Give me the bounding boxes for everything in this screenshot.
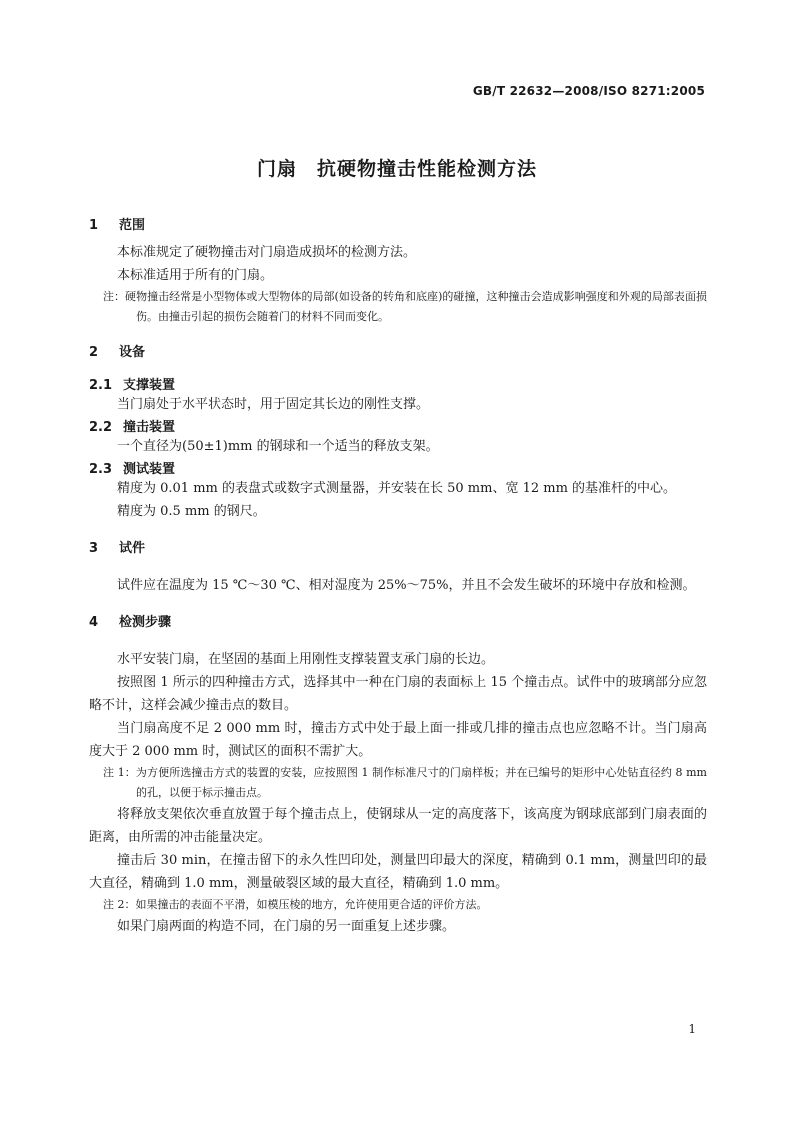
page-number: 1 (688, 1022, 696, 1036)
section-title: 检测步骤 (119, 615, 172, 630)
paragraph: 试件应在温度为 15 ℃～30 ℃、相对湿度为 25%～75%，并且不会发生破坏的环境中存放和检测。 (117, 578, 696, 593)
section-4-heading (89, 611, 707, 630)
standard-code: GB/T 22632—2008/ISO 8271:2005 (472, 84, 705, 98)
note: 注 2：如果撞击的表面不平滑，如模压棱的地方，允许使用更合适的评价方法。 (103, 898, 488, 911)
document-title: 门扇 抗硬物撞击性能检测方法 (256, 158, 537, 180)
section-number: 2.1 (89, 378, 113, 393)
note: 注：硬物撞击经常是小型物体或大型物体的局部(如设备的转角和底座)的碰撞，这种撞击会造成影响强度和外观的局部表面损伤。由撞击引起的损伤会随着门的材料不同而变化。 (103, 290, 707, 323)
section-2-1-heading (89, 374, 707, 393)
section-1-heading (89, 214, 707, 233)
paragraph: 如果门扇两面的构造不同，在门扇的另一面重复上述步骤。 (117, 919, 456, 934)
paragraph: 精度为 0.01 mm 的表盘式或数字式测量器，并安装在长 50 mm、宽 12 mm 的基准杆的中心。 (117, 481, 677, 496)
note: 注 1：为方便所选撞击方式的装置的安装，应按照图 1 制作标准尺寸的门扇样板；并在已编号的矩形中心处钻直径约 8 mm 的孔，以便于标示撞击点。 (103, 766, 707, 799)
section-3-heading (89, 537, 707, 556)
section-title: 试件 (119, 541, 146, 556)
section-2-3-heading (89, 458, 707, 477)
section-number: 4 (89, 615, 99, 630)
section-title: 设备 (119, 345, 146, 360)
paragraph: 本标准规定了硬物撞击对门扇造成损坏的检测方法。 (117, 245, 417, 260)
paragraph: 当门扇高度不足 2 000 mm 时，撞击方式中处于最上面一排或几排的撞击点也应忽略不计。当门扇高度大于 2 000 mm 时，测试区的面积不需扩大。 (89, 721, 707, 759)
paragraph: 水平安装门扇，在坚固的基面上用刚性支撑装置支承门扇的长边。 (117, 652, 495, 667)
paragraph: 一个直径为(50±1)mm 的钢球和一个适当的释放支架。 (117, 439, 439, 454)
section-title: 支撑装置 (123, 378, 176, 393)
section-title: 撞击装置 (123, 420, 176, 435)
section-number: 1 (89, 218, 99, 233)
document-body (89, 214, 707, 938)
section-title: 测试装置 (123, 462, 176, 477)
section-number: 2.2 (89, 420, 113, 435)
section-2-2-heading (89, 416, 707, 435)
section-number: 2.3 (89, 462, 113, 477)
section-number: 2 (89, 345, 99, 360)
paragraph: 当门扇处于水平状态时，用于固定其长边的刚性支撑。 (117, 397, 430, 412)
section-title: 范围 (119, 218, 146, 233)
paragraph: 撞击后 30 min，在撞击留下的永久性凹印处，测量凹印最大的深度，精确到 0.1 mm，测量凹印的最大直径，精确到 1.0 mm，测量破裂区域的最大直径，精确到 1.0 mm。 (89, 853, 707, 891)
section-number: 3 (89, 541, 99, 556)
paragraph: 将释放支架依次垂直放置于每个撞击点上，使钢球从一定的高度落下，该高度为钢球底部到门扇表面的距离，由所需的冲击能量决定。 (89, 807, 707, 845)
paragraph: 精度为 0.5 mm 的钢尺。 (117, 504, 266, 519)
paragraph: 本标准适用于所有的门扇。 (117, 268, 274, 283)
paragraph: 按照图 1 所示的四种撞击方式，选择其中一种在门扇的表面标上 15 个撞击点。试件中的玻璃部分应忽略不计，这样会减少撞击点的数目。 (89, 675, 707, 713)
section-2-heading (89, 341, 707, 360)
